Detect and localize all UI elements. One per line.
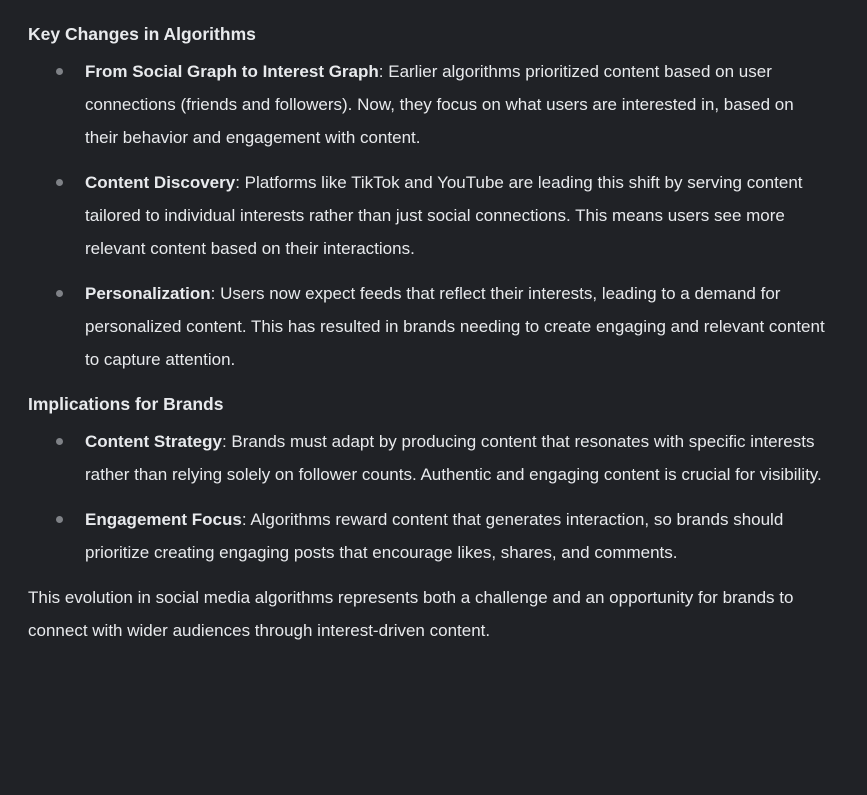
- section-heading-implications: Implications for Brands: [28, 394, 224, 414]
- list-item-body: : Algorithms reward content that generates interaction, so brands should prioritize creating engaging posts that encourage likes, shares, and comments.: [85, 510, 784, 562]
- list-item-lead: Content Discovery: [85, 173, 236, 192]
- list-item-body: : Platforms like TikTok and YouTube are leading this shift by serving content tailored to individual interests rather than just social connections. This means users see more relevant content based on their interactions.: [85, 173, 803, 258]
- implications-list: [28, 425, 829, 569]
- list-item-lead: Content Strategy: [85, 432, 222, 451]
- list-item: [28, 425, 829, 491]
- bullet-icon: [56, 179, 63, 186]
- list-item-lead: Engagement Focus: [85, 510, 242, 529]
- key-changes-list: [28, 55, 829, 376]
- list-item-lead: Personalization: [85, 284, 211, 303]
- list-item: [28, 277, 829, 376]
- list-item: [28, 503, 829, 569]
- section-heading-key-changes: Key Changes in Algorithms: [28, 24, 256, 44]
- list-item-body: : Users now expect feeds that reflect their interests, leading to a demand for personalized content. This has resulted in brands needing to create engaging and relevant content to capture attention.: [85, 284, 825, 369]
- list-item: [28, 55, 829, 154]
- bullet-icon: [56, 516, 63, 523]
- closing-paragraph: This evolution in social media algorithms represents both a challenge and an opportunity for brands to connect with wider audiences through interest-driven content.: [28, 588, 794, 640]
- bullet-icon: [56, 68, 63, 75]
- bullet-icon: [56, 290, 63, 297]
- list-item-lead: From Social Graph to Interest Graph: [85, 62, 379, 81]
- bullet-icon: [56, 438, 63, 445]
- list-item: [28, 166, 829, 265]
- list-item-body: : Earlier algorithms prioritized content based on user connections (friends and followers). Now, they focus on what users are interested in, based on their behavior and engagement with content.: [85, 62, 794, 147]
- list-item-body: : Brands must adapt by producing content that resonates with specific interests rather than relying solely on follower counts. Authentic and engaging content is crucial for visibility.: [85, 432, 822, 484]
